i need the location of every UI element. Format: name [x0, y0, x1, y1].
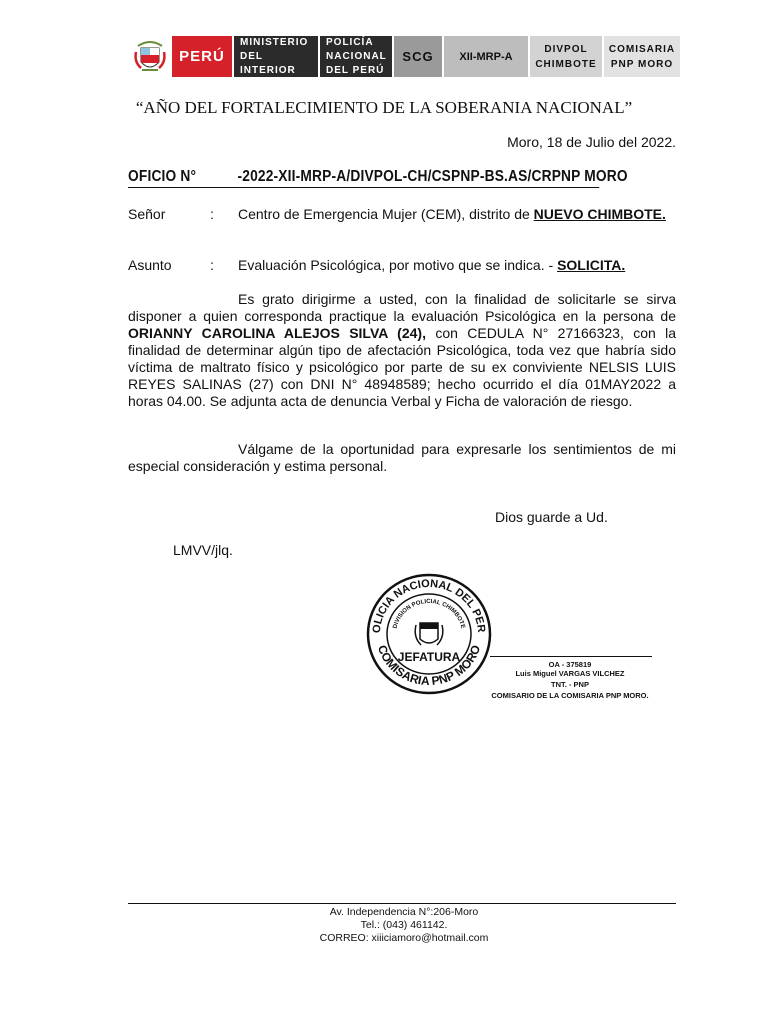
stamp-outer-top: OLICIA NACIONAL DEL PER	[370, 577, 488, 634]
stamp-inner: DIVISION POLICIAL CHIMBOTE	[392, 598, 466, 630]
footer-phone: Tel.: (043) 461142.	[360, 919, 448, 931]
document-date: Moro, 18 de Julio del 2022.	[507, 134, 676, 150]
signature-line	[490, 656, 652, 657]
coat-of-arms-icon	[128, 36, 172, 77]
asunto-solicita: SOLICITA.	[557, 257, 626, 273]
person-name: ORIANNY CAROLINA ALEJOS SILVA (24),	[128, 325, 426, 341]
stamp-crest-icon	[415, 623, 443, 645]
asunto-value: Evaluación Psicológica, por motivo que se indica. - SOLICITA.	[238, 257, 626, 273]
oficio-label: OFICIO N°	[128, 168, 197, 185]
body-paragraph-2: Válgame de la oportunidad para expresarle los sentimientos de mi especial consideración y estima personal.	[128, 441, 676, 474]
comisaria-label: COMISARIA PNP MORO	[602, 36, 680, 77]
signature-code: OA - 375819	[548, 660, 592, 669]
peru-label: PERÚ	[172, 36, 232, 77]
signature-title: COMISARIO DE LA COMISARIA PNP MORO.	[491, 691, 649, 700]
divpol-label: DIVPOL CHIMBOTE	[528, 36, 602, 77]
footer-address: Av. Independencia N°:206-Moro	[329, 906, 479, 918]
senor-district: NUEVO CHIMBOTE.	[533, 206, 666, 222]
initials: LMVV/jlq.	[173, 542, 233, 558]
ministerio-label: MINISTERIO DEL INTERIOR	[232, 36, 318, 77]
oficio-number	[128, 168, 628, 188]
header-band	[128, 36, 680, 77]
footer-email: CORREO: xiiiciamoro@hotmail.com	[319, 932, 489, 944]
scg-label: SCG	[392, 36, 442, 77]
region-label: XII-MRP-A	[442, 36, 528, 77]
body-paragraph-1: Es grato dirigirme a usted, con la finalidad de solicitarle se sirva disponer a quien corresponda practique la evaluación Psicológica en la persona de ORIANNY CAROLINA ALEJOS SILVA (24), con CEDULA N° 27166323, con la finalidad de determinar algún tipo de afectación Psicológica, toda vez que habría sido víctima de maltrato físico y psicológico por parte de su ex conviviente NELSIS LUIS REYES SALINAS (27) con DNI N° 48948589; hecho ocurrido el día 01MAY2022 a horas 04.00. Se adjunta acta de denuncia Verbal y Ficha de valoración de riesgo.	[128, 291, 677, 409]
senor-value: Centro de Emergencia Mujer (CEM), distrito de NUEVO CHIMBOTE.	[238, 206, 666, 222]
footer-divider	[128, 903, 676, 904]
policia-label: POLICÍA NACIONAL DEL PERÚ	[318, 36, 392, 77]
oficio-code: -2022-XII-MRP-A/DIVPOL-CH/CSPNP-BS.AS/CRPNP MORO	[237, 168, 628, 185]
asunto-label: Asunto	[128, 257, 172, 273]
closing-text: Dios guarde a Ud.	[495, 509, 608, 525]
year-motto: “AÑO DEL FORTALECIMIENTO DE LA SOBERANIA NACIONAL”	[135, 98, 633, 117]
senor-colon: :	[210, 206, 214, 222]
signature-name: Luis Miguel VARGAS VILCHEZ	[515, 669, 625, 678]
stamp-center: JEFATURA	[397, 650, 461, 664]
stamp-outer-bottom: COMISARIA PNP MORO	[374, 643, 484, 689]
signature-rank: TNT. - PNP	[551, 680, 589, 689]
senor-label: Señor	[128, 206, 166, 222]
asunto-colon: :	[210, 257, 214, 273]
